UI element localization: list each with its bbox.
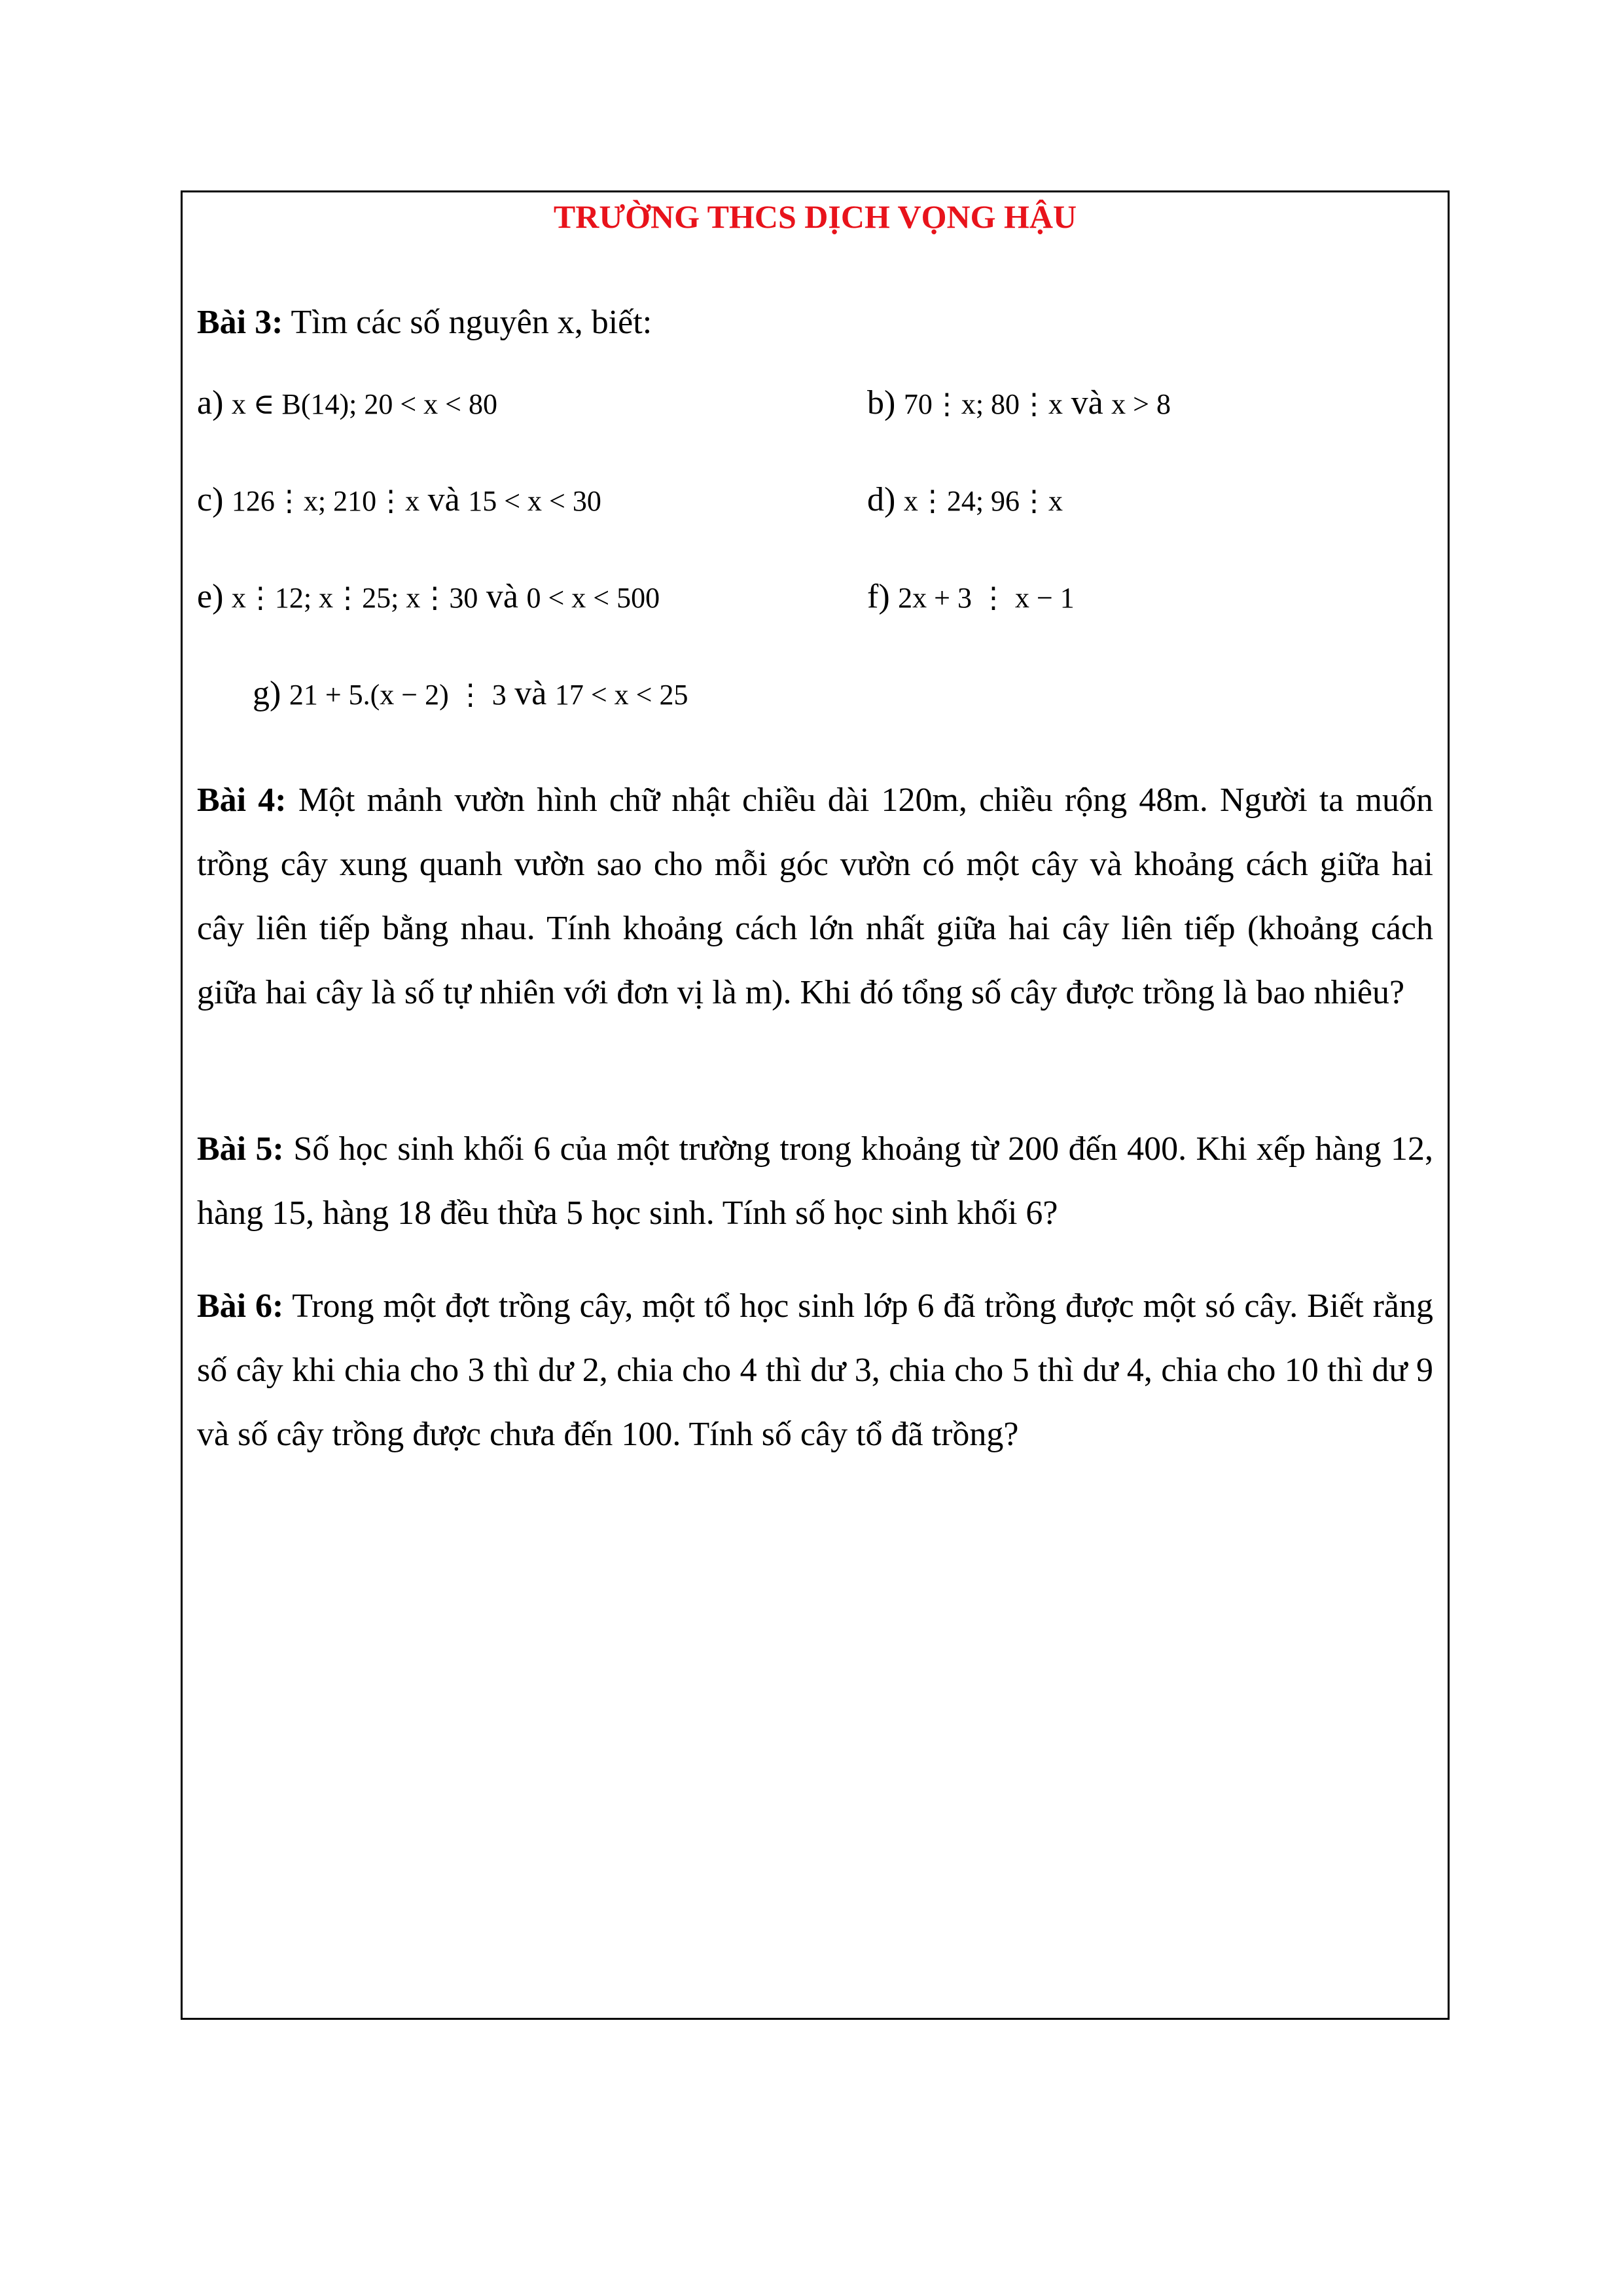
exercise-5-text: Số học sinh khối 6 của một trường trong khoảng từ 200 đến 400. Khi xếp hàng 12, hàng 15, hàng 18 đều thừa 5 học sinh. Tính số học sinh khối 6?: [197, 1130, 1433, 1232]
item-g: [253, 674, 688, 713]
item-d: [867, 480, 1063, 519]
item-e-math-2: 0 < x < 500: [526, 582, 660, 614]
item-e: [197, 577, 660, 616]
item-f-label: f): [867, 578, 890, 615]
exercise-3: [197, 291, 1433, 355]
exercise-6-text: Trong một đợt trồng cây, một tổ học sinh lớp 6 đã trồng được một só cây. Biết rằng số cây khi chia cho 3 thì dư 2, chia cho 4 thì dư 3, chia cho 5 thì dư 4, chia cho 10 thì dư 9 và số cây trồng được chưa đến 100. Tính số cây tổ đã trồng?: [197, 1287, 1433, 1453]
item-c-label: c): [197, 481, 224, 518]
exercise-3-text: Tìm các số nguyên x, biết:: [291, 304, 652, 341]
item-b: [867, 384, 1171, 422]
item-b-math-1: 70⋮x; 80⋮x: [903, 388, 1063, 420]
item-e-conj: và: [486, 578, 518, 615]
exercise-5: [197, 1117, 1433, 1246]
item-g-label: g): [253, 675, 281, 712]
exercise-4-text: Một mảnh vườn hình chữ nhật chiều dài 120m, chiều rộng 48m. Người ta muốn trồng cây xung quanh vườn sao cho mỗi góc vườn có một cây và khoảng cách giữa hai cây liên tiếp bằng nhau. Tính khoảng cách lớn nhất giữa hai cây liên tiếp (khoảng cách giữa hai cây là số tự nhiên với đơn vị là m). Khi đó tổng số cây được trồng là bao nhiêu?: [197, 781, 1433, 1011]
item-b-math-2: x > 8: [1111, 388, 1171, 420]
exercise-6: [197, 1274, 1433, 1467]
item-c-math-1: 126⋮x; 210⋮x: [231, 485, 420, 517]
item-e-math-1: x⋮12; x⋮25; x⋮30: [231, 582, 478, 614]
item-c-conj: và: [427, 481, 460, 518]
item-a-label: a): [197, 384, 224, 422]
exercise-5-paragraph: [197, 1117, 1433, 1246]
exercise-3-row-g: [197, 674, 1433, 726]
exercise-3-row-cd: [197, 480, 1433, 533]
item-a-math: x ∈ B(14); 20 < x < 80: [231, 388, 497, 420]
exercise-5-label: Bài 5:: [197, 1130, 284, 1168]
exercise-6-label: Bài 6:: [197, 1287, 284, 1325]
exercise-3-prompt: [197, 291, 1433, 355]
item-a: [197, 384, 497, 422]
item-b-conj: và: [1071, 384, 1103, 422]
item-c: [197, 480, 601, 519]
worksheet-frame: [181, 190, 1450, 2020]
item-d-label: d): [867, 481, 896, 518]
item-g-math-2: 17 < x < 25: [554, 679, 688, 711]
exercise-4: [197, 768, 1433, 1025]
exercise-4-label: Bài 4:: [197, 781, 287, 819]
item-c-math-2: 15 < x < 30: [468, 485, 601, 517]
item-e-label: e): [197, 578, 224, 615]
exercise-3-label: Bài 3:: [197, 304, 283, 341]
exercise-4-paragraph: [197, 768, 1433, 1025]
item-g-conj: và: [514, 675, 547, 712]
item-f: [867, 577, 1075, 616]
exercise-6-paragraph: [197, 1274, 1433, 1467]
item-b-label: b): [867, 384, 896, 422]
exercise-3-row-ab: [197, 384, 1433, 436]
school-title: TRƯỜNG THCS DỊCH VỌNG HẬU: [553, 198, 1077, 235]
exercise-3-row-ef: [197, 577, 1433, 630]
item-d-math: x⋮24; 96⋮x: [903, 485, 1063, 517]
item-g-math-1: 21 + 5.(x − 2) ⋮ 3: [289, 679, 507, 711]
item-f-math: 2x + 3 ⋮ x − 1: [898, 582, 1075, 614]
